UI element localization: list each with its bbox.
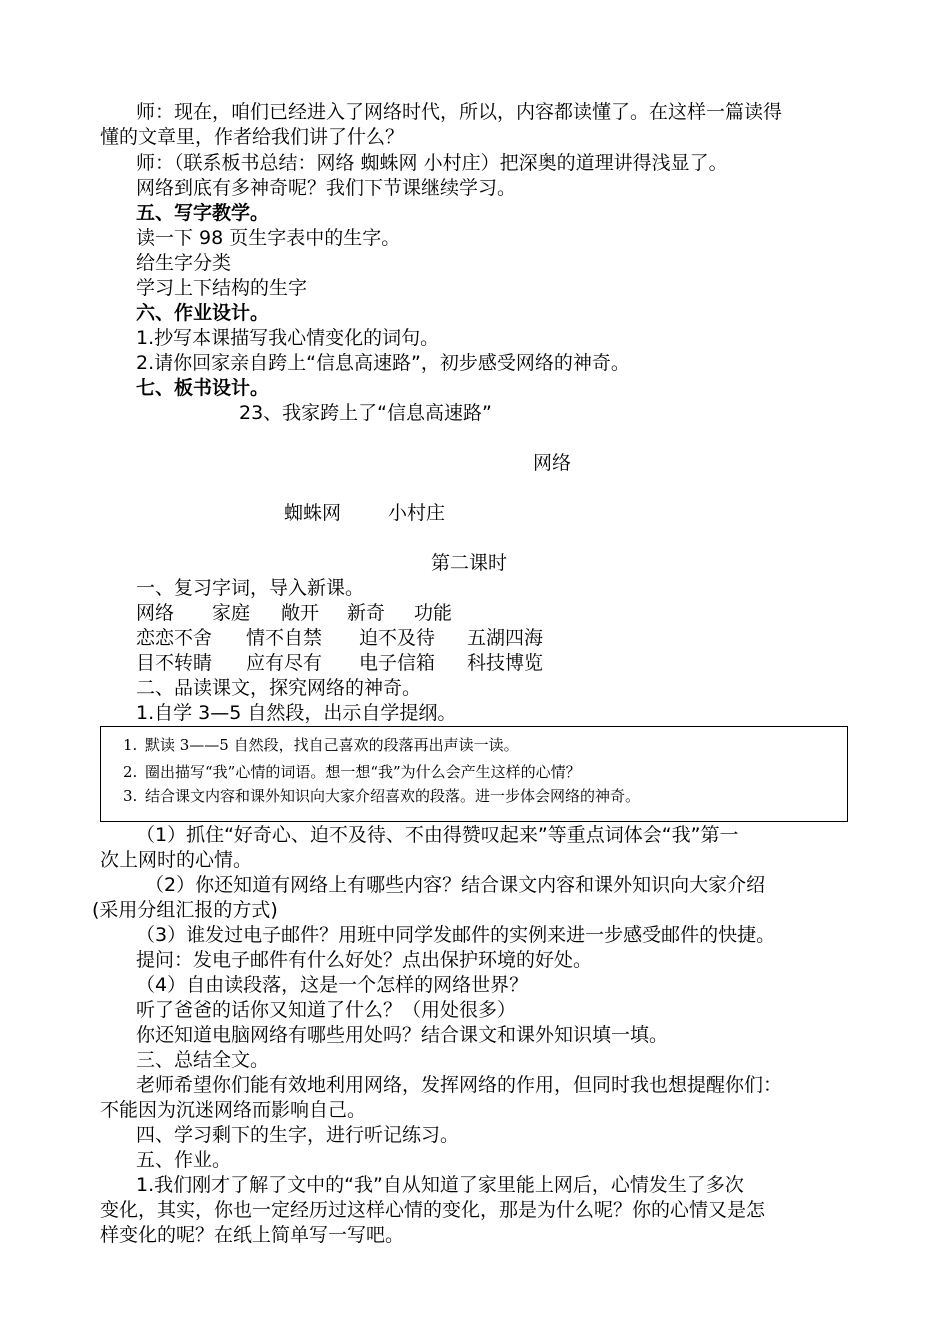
lesson-title: 第二课时 [431, 552, 508, 574]
vocab-word: 新奇 [347, 602, 386, 624]
vocab-word: 电子信箱 [359, 652, 436, 674]
text-line: 1.抄写本课描写我心情变化的词句。 [136, 327, 440, 349]
text-line: 听了爸爸的话你又知道了什么？（用处很多） [136, 999, 517, 1021]
board-word: 小村庄 [388, 502, 446, 524]
vocab-word: 网络 [136, 602, 175, 624]
outline-item-number: 2. [123, 763, 138, 781]
text-line: 变化，其实，你也一定经历过这样心情的变化，那是为什么呢？你的心情又是怎 [100, 1199, 766, 1221]
board-word: 蜘蛛网 [284, 502, 342, 524]
vocab-word: 情不自禁 [246, 627, 323, 649]
vocab-word: 家庭 [212, 602, 251, 624]
text-line: 2.请你回家亲自跨上“信息高速路”，初步感受网络的神奇。 [136, 352, 630, 374]
study-outline-box [100, 726, 848, 822]
board-title: 23、我家跨上了“信息高速路” [239, 402, 492, 424]
text-line: 师：（联系板书总结：网络 蜘蛛网 小村庄）把深奥的道理讲得浅显了。 [136, 152, 728, 174]
vocab-word: 目不转睛 [136, 652, 213, 674]
text-line: 次上网时的心情。 [100, 849, 253, 871]
outline-item-text: 圈出描写“我”心情的词语。想一想“我”为什么会产生这样的心情？ [145, 763, 581, 781]
text-line: 五、作业。 [136, 1149, 232, 1171]
outline-item [123, 786, 640, 806]
text-line: （2）你还知道有网络上有哪些内容？结合课文内容和课外知识向大家介绍 [145, 874, 766, 896]
text-line: 师：现在，咱们已经进入了网络时代，所以，内容都读懂了。在这样一篇读得 [136, 101, 783, 123]
text-line: 1.自学 3—5 自然段，出示自学提纲。 [136, 702, 457, 724]
vocab-word: 应有尽有 [246, 652, 323, 674]
text-line: 二、品读课文，探究网络的神奇。 [136, 677, 422, 699]
text-line: (采用分组汇报的方式) [92, 899, 278, 921]
text-line: 1.我们刚才了解了文中的“我”自从知道了家里能上网后，心情发生了多次 [136, 1174, 744, 1196]
section-heading: 五、写字教学。 [136, 202, 270, 224]
text-line: 不能因为沉迷网络而影响自己。 [100, 1099, 367, 1121]
text-line: 你还知道电脑网络有哪些用处吗？结合课文和课外知识填一填。 [136, 1024, 669, 1046]
vocab-word: 科技博览 [467, 652, 544, 674]
vocab-word: 功能 [414, 602, 453, 624]
text-line: 学习上下结构的生字 [136, 277, 308, 299]
board-word: 网络 [533, 452, 572, 474]
text-line: 四、学习剩下的生字，进行听记练习。 [136, 1124, 460, 1146]
section-heading: 六、作业设计。 [136, 302, 270, 324]
vocab-word: 恋恋不舍 [136, 627, 213, 649]
vocab-word: 五湖四海 [467, 627, 544, 649]
text-line: （3）谁发过电子邮件？用班中同学发邮件的实例来进一步感受邮件的快捷。 [136, 924, 776, 946]
outline-item-text: 结合课文内容和课外知识向大家介绍喜欢的段落。进一步体会网络的神奇。 [145, 787, 641, 805]
text-line: 读一下 98 页生字表中的生字。 [136, 227, 401, 249]
vocab-word: 迫不及待 [359, 627, 436, 649]
text-line: （1）抓住“好奇心、迫不及待、不由得赞叹起来”等重点词体会“我”第一 [136, 824, 739, 846]
outline-item-number: 3. [123, 787, 138, 805]
vocab-word: 敞开 [281, 602, 320, 624]
section-heading: 七、板书设计。 [136, 377, 270, 399]
text-line: 网络到底有多神奇呢？我们下节课继续学习。 [136, 177, 517, 199]
text-line: 三、总结全文。 [136, 1049, 270, 1071]
outline-item [123, 735, 519, 755]
text-line: 懂的文章里，作者给我们讲了什么？ [100, 126, 405, 148]
outline-item [123, 762, 581, 782]
text-line: 老师希望你们能有效地利用网络，发挥网络的作用，但同时我也想提醒你们： [136, 1074, 783, 1096]
text-line: 样变化的呢？在纸上简单写一写吧。 [100, 1224, 405, 1246]
text-line: （4）自由读段落，这是一个怎样的网络世界？ [136, 974, 529, 996]
text-line: 给生字分类 [136, 252, 232, 274]
outline-item-text: 默读 3——5 自然段，找自己喜欢的段落再出声读一读。 [145, 736, 519, 754]
text-line: 提问：发电子邮件有什么好处？点出保护环境的好处。 [136, 949, 593, 971]
outline-item-number: 1. [123, 736, 138, 754]
text-line: 一、复习字词，导入新课。 [136, 577, 365, 599]
